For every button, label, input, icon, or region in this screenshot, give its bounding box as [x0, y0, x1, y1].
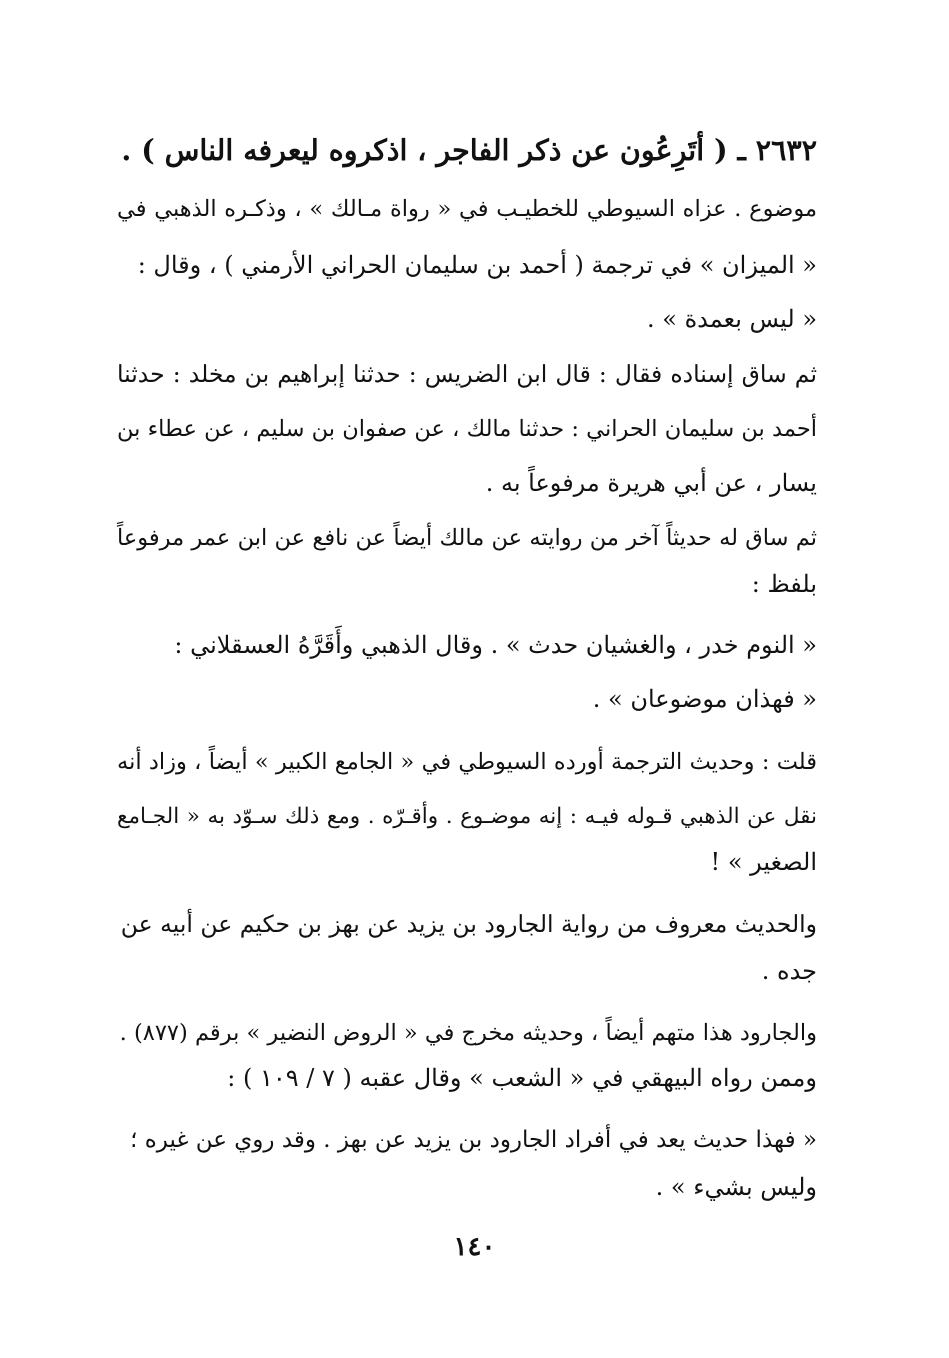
page-number: ١٤٠: [453, 1232, 496, 1262]
entry-title: ٢٦٣٢ ـ ( أتَرِعُون عن ذكر الفاجر ، اذكروه ليعرفه الناس ) .: [121, 133, 817, 167]
text-line: يسار ، عن أبي هريرة مرفوعاً به .: [485, 469, 817, 497]
text-line: وليس بشيء » .: [655, 1173, 817, 1201]
text-line: ثم ساق له حديثاً آخر من روايته عن مالك أيضاً عن نافع عن ابن عمر مرفوعاً: [117, 525, 817, 551]
text-line: « ليس بعمدة » .: [647, 305, 817, 333]
text-line: أحمد بن سليمان الحراني : حدثنا مالك ، عن صفوان بن سليم ، عن عطاء بن: [117, 416, 817, 442]
text-line: والحديث معروف من رواية الجارود بن يزيد عن بهز بن حكيم عن أبيه عن: [120, 910, 817, 938]
text-line: ثم ساق إسناده فقال : قال ابن الضريس : حدثنا إبراهيم بن مخلد : حدثنا: [117, 360, 817, 388]
text-line: وممن رواه البيهقي في « الشعب » وقال عقبه ( ٧ / ١٠٩ ) :: [227, 1064, 817, 1092]
text-line: والجارود هذا متهم أيضاً ، وحديثه مخرج في « الروض النضير » برقم (٨٧٧) .: [119, 1020, 817, 1046]
text-line: « فهذان موضوعان » .: [592, 685, 817, 713]
text-line: موضوع . عزاه السيوطي للخطيـب في « رواة مـالك » ، وذكـره الذهبي في: [117, 196, 817, 222]
text-line: جده .: [761, 957, 817, 985]
text-line: « النوم خدر ، والغشيان حدث » . وقال الذهبي وأَقَرَّهُ العسقلاني :: [174, 631, 817, 659]
text-line: « الميزان » في ترجمة ( أحمد بن سليمان الحراني الأرمني ) ، وقال :: [137, 251, 817, 279]
text-line: قلت : وحديث الترجمة أورده السيوطي في « الجامع الكبير » أيضاً ، وزاد أنه: [117, 749, 817, 775]
text-line: الصغير » !: [710, 848, 817, 876]
text-line: بلفظ :: [751, 570, 817, 598]
text-line: « فهذا حديث يعد في أفراد الجارود بن يزيد عن بهز . وقد روي عن غيره ؛: [130, 1127, 817, 1153]
text-line: نقل عن الذهبي قـوله فيـه : إنه موضـوع . وأقـرّه . ومع ذلك سـوّد به « الجـامع: [117, 804, 817, 829]
